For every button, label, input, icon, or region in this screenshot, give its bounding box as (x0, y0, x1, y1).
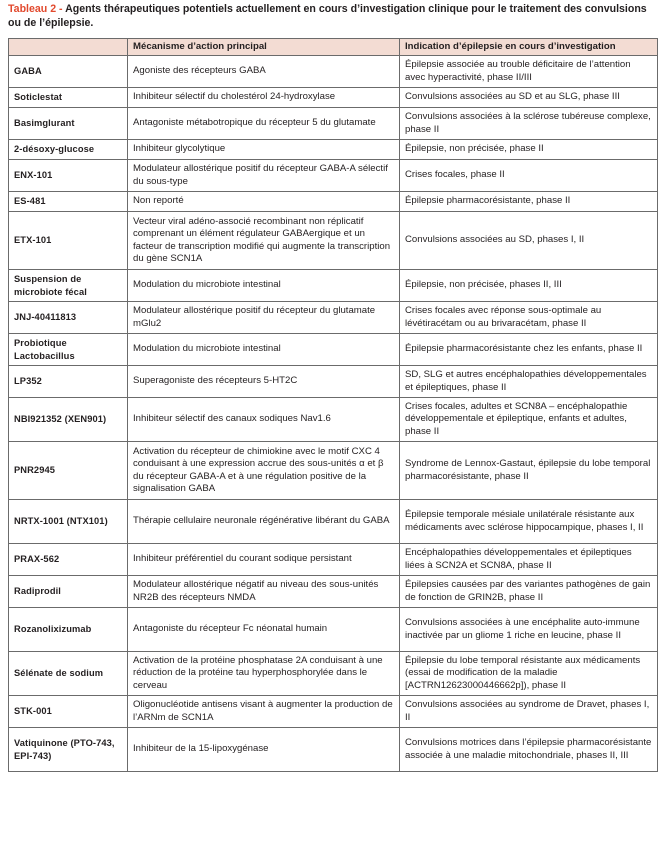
table-row (9, 608, 658, 652)
mechanism-cell: Non reporté (128, 192, 400, 212)
mechanism-cell: Superagoniste des récepteurs 5-HT2C (128, 366, 400, 398)
table-row (9, 140, 658, 160)
table-body (9, 56, 658, 772)
agent-name-cell: ETX-101 (9, 212, 128, 270)
indication-cell: SD, SLG et autres encéphalopathies développementales et épileptiques, phase II (400, 366, 658, 398)
header-indication: Indication d’épilepsie en cours d’investigation (400, 39, 658, 56)
indication-cell: Crises focales, adultes et SCN8A – encéphalopathie développementale et épileptique, enfants et adultes, phase II (400, 398, 658, 442)
indication-cell: Convulsions associées au SD, phases I, II (400, 212, 658, 270)
mechanism-cell: Inhibiteur préférentiel du courant sodique persistant (128, 544, 400, 576)
indication-cell: Convulsions associées au SD et au SLG, phase III (400, 88, 658, 108)
mechanism-cell: Antagoniste du récepteur Fc néonatal humain (128, 608, 400, 652)
table-row (9, 88, 658, 108)
indication-cell: Convulsions motrices dans l’épilepsie pharmacorésistante associée à une maladie mitochondriale, phases II, III (400, 728, 658, 772)
indication-cell: Épilepsie, non précisée, phase II (400, 140, 658, 160)
mechanism-cell: Inhibiteur de la 15-lipoxygénase (128, 728, 400, 772)
mechanism-cell: Modulation du microbiote intestinal (128, 270, 400, 302)
indication-cell: Épilepsie temporale mésiale unilatérale résistante aux médicaments avec sclérose hippocampique, phases I, II (400, 500, 658, 544)
agent-name-cell: Suspension de microbiote fécal (9, 270, 128, 302)
mechanism-cell: Inhibiteur sélectif du cholestérol 24-hydroxylase (128, 88, 400, 108)
mechanism-cell: Inhibiteur glycolytique (128, 140, 400, 160)
header-agent (9, 39, 128, 56)
agent-name-cell: Sélénate de sodium (9, 652, 128, 696)
table-row (9, 270, 658, 302)
indication-cell: Crises focales avec réponse sous-optimale au lévétiracétam ou au brivaracétam, phase II (400, 302, 658, 334)
mechanism-cell: Modulation du microbiote intestinal (128, 334, 400, 366)
caption-label: Tableau 2 - (8, 3, 63, 15)
table-row (9, 442, 658, 500)
table-row (9, 160, 658, 192)
therapeutic-agents-table (8, 38, 658, 772)
agent-name-cell: PRAX-562 (9, 544, 128, 576)
agent-name-cell: JNJ-40411813 (9, 302, 128, 334)
agent-name-cell: Soticlestat (9, 88, 128, 108)
agent-name-cell: Probiotique Lactobacillus (9, 334, 128, 366)
table-row (9, 212, 658, 270)
table-row (9, 192, 658, 212)
indication-cell: Syndrome de Lennox-Gastaut, épilepsie du lobe temporal pharmacorésistante, phase II (400, 442, 658, 500)
indication-cell: Épilepsie du lobe temporal résistante aux médicaments (essai de modification de la maladie [ACTRN12623000446662p]), phase II (400, 652, 658, 696)
indication-cell: Épilepsies causées par des variantes pathogènes de gain de fonction de GRIN2B, phase II (400, 576, 658, 608)
agent-name-cell: 2-désoxy-glucose (9, 140, 128, 160)
agent-name-cell: PNR2945 (9, 442, 128, 500)
table-row (9, 544, 658, 576)
table-row (9, 56, 658, 88)
table-caption (8, 2, 656, 30)
table-row (9, 398, 658, 442)
indication-cell: Convulsions associées au syndrome de Dravet, phases I, II (400, 696, 658, 728)
mechanism-cell: Modulateur allostérique positif du récepteur GABA-A sélectif du sous-type (128, 160, 400, 192)
mechanism-cell: Oligonucléotide antisens visant à augmenter la production de l’ARNm de SCN1A (128, 696, 400, 728)
table-row (9, 366, 658, 398)
agent-name-cell: ES-481 (9, 192, 128, 212)
table-row (9, 696, 658, 728)
mechanism-cell: Inhibiteur sélectif des canaux sodiques Nav1.6 (128, 398, 400, 442)
mechanism-cell: Activation du récepteur de chimiokine avec le motif CXC 4 conduisant à une expression accrue des sous-unités α et β du récepteur GABA-A et à une régulation positive de la signalisation GABA (128, 442, 400, 500)
agent-name-cell: Basimglurant (9, 108, 128, 140)
table-row (9, 334, 658, 366)
indication-cell: Épilepsie, non précisée, phases II, III (400, 270, 658, 302)
table-row (9, 576, 658, 608)
agent-name-cell: ENX-101 (9, 160, 128, 192)
mechanism-cell: Modulateur allostérique négatif au niveau des sous-unités NR2B des récepteurs NMDA (128, 576, 400, 608)
agent-name-cell: LP352 (9, 366, 128, 398)
indication-cell: Épilepsie associée au trouble déficitaire de l’attention avec hyperactivité, phase II/III (400, 56, 658, 88)
caption-text: Agents thérapeutiques potentiels actuellement en cours d’investigation clinique pour le traitement des convulsions ou de l’épilepsie. (8, 3, 647, 29)
mechanism-cell: Antagoniste métabotropique du récepteur 5 du glutamate (128, 108, 400, 140)
mechanism-cell: Agoniste des récepteurs GABA (128, 56, 400, 88)
mechanism-cell: Activation de la protéine phosphatase 2A conduisant à une réduction de la protéine tau hyperphosphorylée dans le cerveau (128, 652, 400, 696)
indication-cell: Encéphalopathies développementales et épileptiques liées à SCN2A et SCN8A, phase II (400, 544, 658, 576)
table-row (9, 108, 658, 140)
table-row (9, 302, 658, 334)
table-row (9, 500, 658, 544)
agent-name-cell: Radiprodil (9, 576, 128, 608)
indication-cell: Crises focales, phase II (400, 160, 658, 192)
agent-name-cell: STK-001 (9, 696, 128, 728)
indication-cell: Convulsions associées à une encéphalite auto-immune inactivée par un gliome 1 riche en leucine, phase II (400, 608, 658, 652)
indication-cell: Épilepsie pharmacorésistante chez les enfants, phase II (400, 334, 658, 366)
agent-name-cell: GABA (9, 56, 128, 88)
agent-name-cell: Rozanolixizumab (9, 608, 128, 652)
mechanism-cell: Modulateur allostérique positif du récepteur du glutamate mGlu2 (128, 302, 400, 334)
table-header-row (9, 39, 658, 56)
indication-cell: Épilepsie pharmacorésistante, phase II (400, 192, 658, 212)
agent-name-cell: NRTX-1001 (NTX101) (9, 500, 128, 544)
table-row (9, 728, 658, 772)
header-mechanism: Mécanisme d’action principal (128, 39, 400, 56)
table-row (9, 652, 658, 696)
mechanism-cell: Vecteur viral adéno-associé recombinant non réplicatif comprenant un élément régulateur GABAergique et un facteur de transcription modifié qui augmente la transcription du gène SCN1A (128, 212, 400, 270)
indication-cell: Convulsions associées à la sclérose tubéreuse complexe, phase II (400, 108, 658, 140)
agent-name-cell: NBI921352 (XEN901) (9, 398, 128, 442)
agent-name-cell: Vatiquinone (PTO-743, EPI-743) (9, 728, 128, 772)
mechanism-cell: Thérapie cellulaire neuronale régénérative libérant du GABA (128, 500, 400, 544)
